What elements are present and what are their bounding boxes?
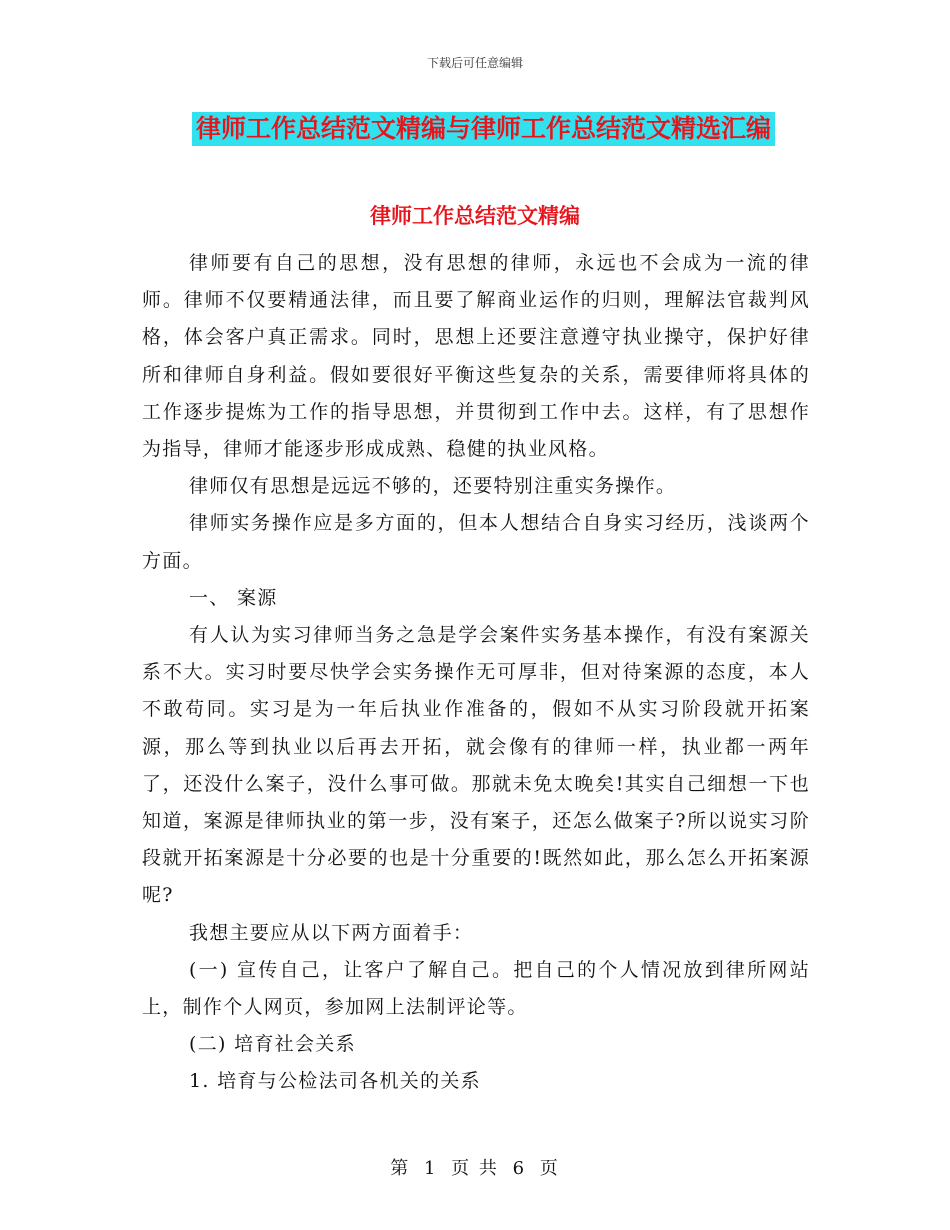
- list-item: 1. 培育与公检法司各机关的关系: [189, 1070, 481, 1093]
- section-title: 律师工作总结范文精编: [370, 204, 580, 228]
- sub-heading: (二) 培育社会关系: [189, 1033, 356, 1056]
- section-heading-case-source: 一、 案源: [189, 586, 278, 609]
- footer-prefix: 第: [390, 1158, 411, 1179]
- paragraph: 律师实务操作应是多方面的，但本人想结合自身实习经历，浅谈两个方面。: [142, 512, 810, 572]
- footer-middle: 页 共: [451, 1158, 499, 1179]
- paragraph: 我想主要应从以下两方面着手：: [189, 921, 474, 944]
- paragraph: (一) 宣传自己，让客户了解自己。把自己的个人情况放到律所网站上，制作个人网页，参加网上法制评论等。: [142, 958, 810, 1019]
- page-number: 1: [423, 1158, 438, 1179]
- paragraph: 有人认为实习律师当务之急是学会案件实务基本操作，有没有案源关系不大。实习时要尽快学会实务操作无可厚非，但对待案源的态度，本人不敢苟同。实习是为一年后执业作准备的，假如不从实习阶段就开拓案源，那么等到执业以后再去开拓，就会像有的律师一样，执业都一两年了，还没什么案子，没什么事可做。那就未免太晚矣!其实自己细想一下也知道，案源是律师执业的第一步，没有案子，还怎么做案子?所以说实习阶段就开拓案源是十分必要的也是十分重要的!既然如此，那么怎么开拓案源呢?: [142, 624, 810, 907]
- header-note: 下载后可任意编辑: [426, 56, 523, 70]
- body-text: [142, 245, 810, 1101]
- page-total: 6: [512, 1158, 527, 1179]
- footer-suffix: 页: [539, 1158, 560, 1179]
- paragraph: 律师仅有思想是远远不够的，还要特别注重实务操作。: [189, 475, 677, 498]
- paragraph: 律师要有自己的思想，没有思想的律师，永远也不会成为一流的律师。律师不仅要精通法律，而且要了解商业运作的归则，理解法官裁判风格，体会客户真正需求。同时，思想上还要注意遵守执业操守，保护好律所和律师自身利益。假如要很好平衡这些复杂的关系，需要律师将具体的工作逐步提炼为工作的指导思想，并贯彻到工作中去。这样，有了思想作为指导，律师才能逐步形成成熟、稳健的执业风格。: [142, 252, 810, 461]
- page-footer: [0, 1154, 950, 1180]
- document-title: 律师工作总结范文精编与律师工作总结范文精选汇编: [192, 112, 775, 146]
